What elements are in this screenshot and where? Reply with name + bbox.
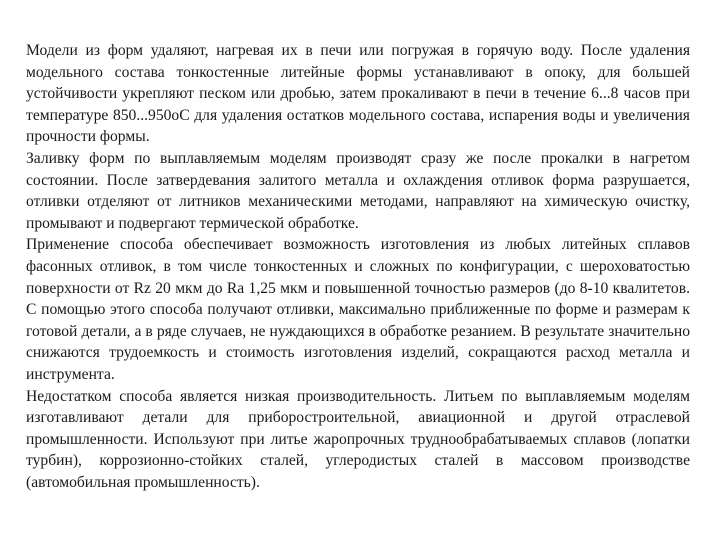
paragraph-disadvantages: Недостатком способа является низкая производительность. Литьем по выплавляемым моделям изготавливают детали для приборостроительной, авиационной и другой отраслевой промышленности. Используют при литье жаропрочных труднообрабатываемых сплавов (лопатки турбин), коррозионно-стойких сталей, углеродистых сталей в массовом производстве (автомобильная промышленность).: [26, 387, 690, 491]
document-body: [26, 40, 690, 493]
paragraph-pouring: Заливку форм по выплавляемым моделям производят сразу же после прокалки в нагретом состоянии. После затвердевания залитого металла и охлаждения отливок форма разрушается, отливки отделяют от литников механическими методами, направляют на химическую очистку, промывают и подвергают термической обработке.: [26, 149, 690, 232]
paragraph-mold-removal: Модели из форм удаляют, нагревая их в печи или погружая в горячую воду. После удаления модельного состава тонкостенные литейные формы устанавливают в опоку, для большей устойчивости укрепляют песком или дробью, затем прокаливают в печи в течение 6...8 часов при температуре 850...950оС для удаления остатков модельного состава, испарения воды и увеличения прочности формы.: [26, 42, 690, 146]
paragraph-advantages: Применение способа обеспечивает возможность изготовления из любых литейных сплавов фасонных отливок, в том числе тонкостенных и сложных по конфигурации, с шероховатостью поверхности от Rz 20 мкм до Ra 1,25 мкм и повышенной точностью размеров (до 8-10 квалитетов. С помощью этого способа получают отливки, максимально приближенные по форме и размерам к готовой детали, а в ряде случаев, не нуждающихся в обработке резанием. В результате значительно снижаются трудоемкость и стоимость изготовления изделий, сокращаются расход металла и инструмента.: [26, 236, 690, 383]
